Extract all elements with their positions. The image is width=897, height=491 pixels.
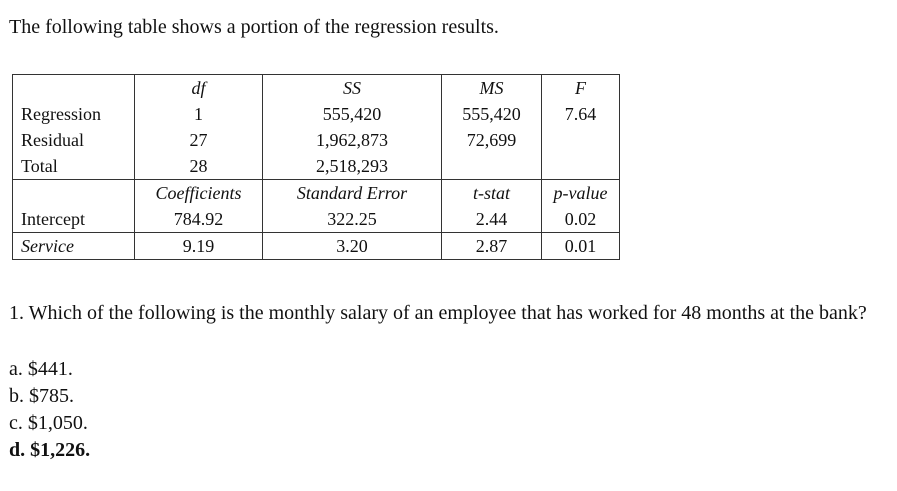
option-b: b. $785. [9,385,74,407]
table-cell [542,153,620,180]
table-row [13,101,620,127]
table-cell: 555,420 [442,101,542,127]
header-cell [13,75,135,102]
table-cell: 28 [135,153,263,180]
header-ms: MS [442,75,542,102]
header-p-value: p-value [542,180,620,207]
intro-text: The following table shows a portion of the regression results. [9,16,499,38]
table-cell: 0.01 [542,233,620,260]
anova-header-row [13,75,620,102]
table-cell: 7.64 [542,101,620,127]
header-f: F [542,75,620,102]
table-row [13,233,620,260]
table-cell: 555,420 [263,101,442,127]
table-cell: 27 [135,127,263,153]
header-t-stat: t-stat [442,180,542,207]
row-label: Residual [13,127,135,153]
option-a: a. $441. [9,358,73,380]
table-cell: 1 [135,101,263,127]
table-row [13,206,620,233]
table-row [13,153,620,180]
row-label: Service [13,233,135,260]
header-ss: SS [263,75,442,102]
header-df: df [135,75,263,102]
table-cell [442,153,542,180]
regression-table [12,74,620,260]
option-d: d. $1,226. [9,439,91,461]
table-cell: 3.20 [263,233,442,260]
header-standard-error: Standard Error [263,180,442,207]
table-cell: 2.87 [442,233,542,260]
table-cell: 0.02 [542,206,620,233]
table-cell: 2.44 [442,206,542,233]
table-cell: 2,518,293 [263,153,442,180]
coefficients-header-row [13,180,620,207]
row-label: Intercept [13,206,135,233]
header-cell [13,180,135,207]
table-cell: 784.92 [135,206,263,233]
option-c: c. $1,050. [9,412,88,434]
table-cell: 1,962,873 [263,127,442,153]
row-label: Regression [13,101,135,127]
table-cell [542,127,620,153]
table-cell: 322.25 [263,206,442,233]
table-cell: 72,699 [442,127,542,153]
table-row [13,127,620,153]
answer-options [9,356,90,464]
header-coefficients: Coefficients [135,180,263,207]
question-text: 1. Which of the following is the monthly salary of an employee that has worked for 48 months at the bank? [9,302,867,324]
table-cell: 9.19 [135,233,263,260]
row-label: Total [13,153,135,180]
